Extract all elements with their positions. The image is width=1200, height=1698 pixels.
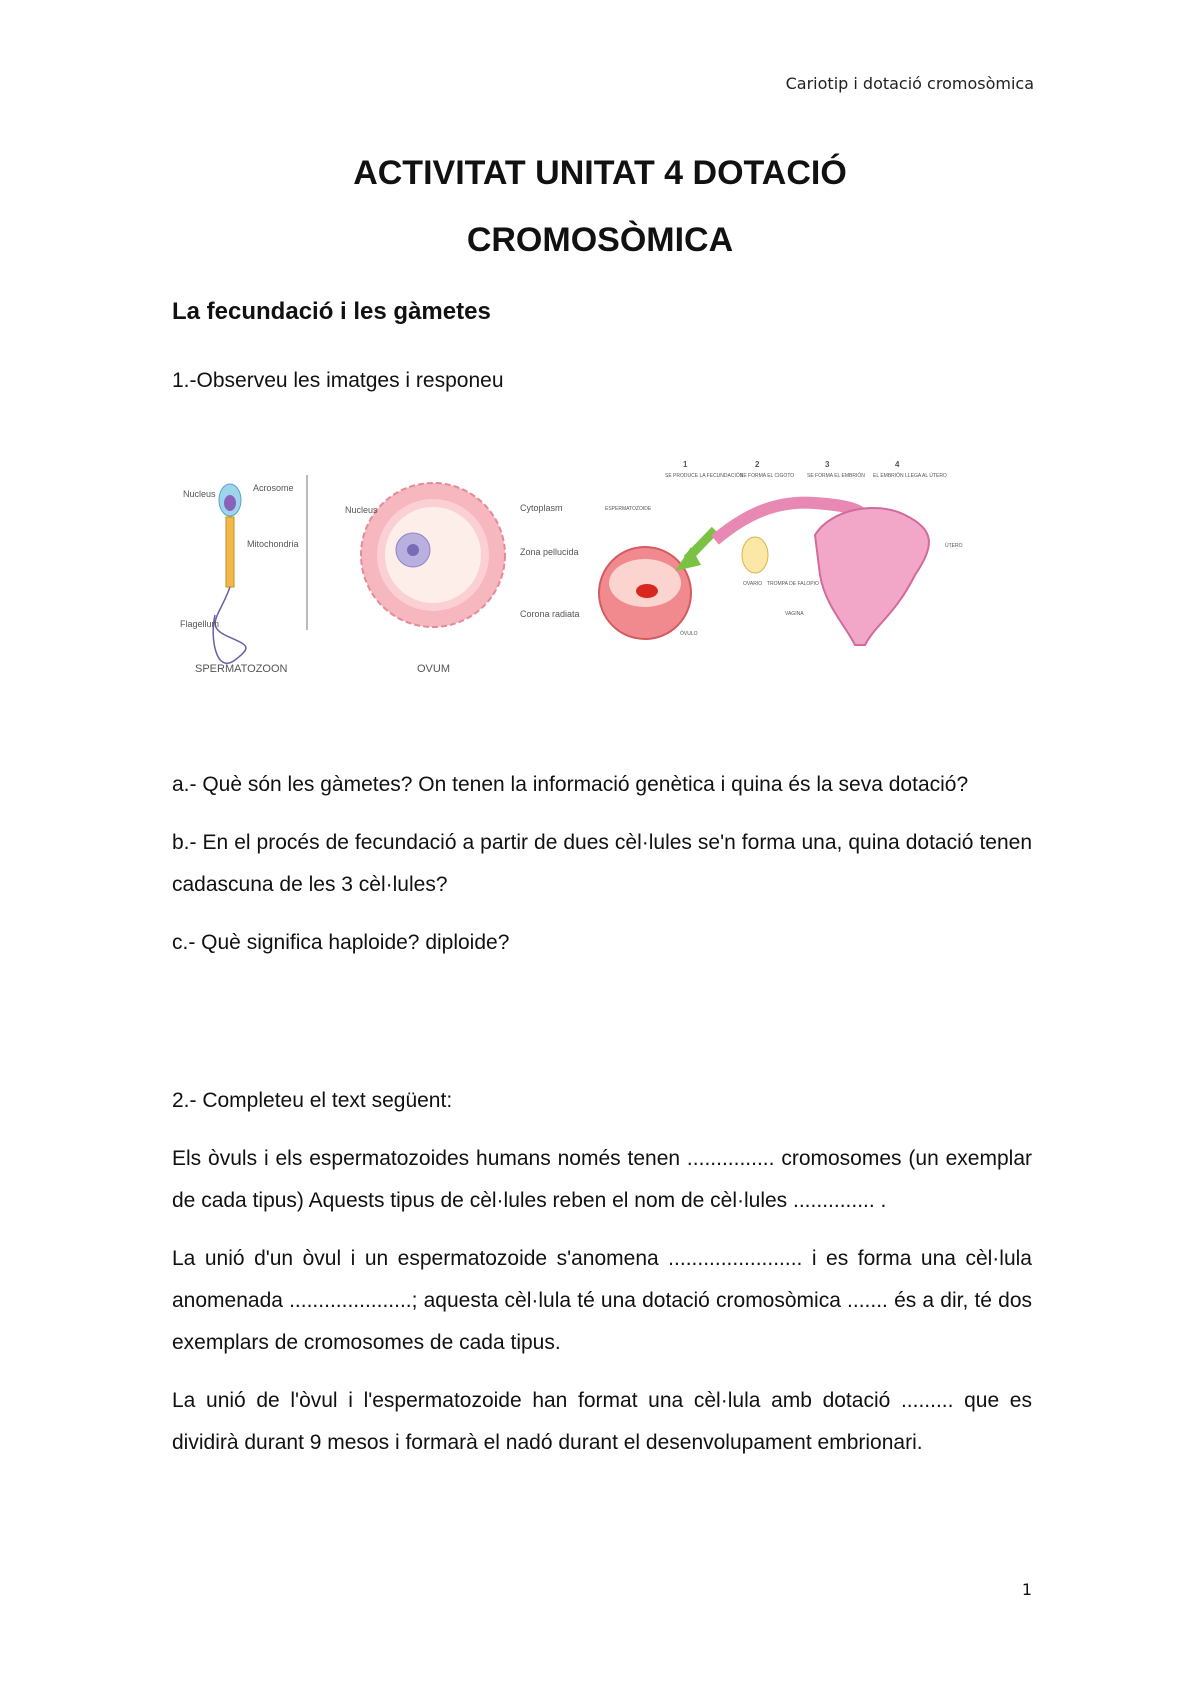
- step-number-1: 1: [683, 460, 688, 469]
- running-header: Cariotip i dotació cromosòmica: [785, 74, 1034, 93]
- uterus-label: ÚTERO: [945, 543, 963, 549]
- sperm-label-nucleus: Nucleus: [183, 489, 216, 499]
- ovum-label: ÓVULO: [680, 631, 698, 637]
- sperm-caption: SPERMATOZOON: [195, 663, 288, 675]
- sperm-label: ESPERMATOZOIDE: [605, 506, 652, 512]
- egg-cell-figure: [345, 483, 580, 675]
- question-c: c.- Què significa haploide? diploide?: [172, 931, 510, 954]
- page-title: [180, 140, 1020, 274]
- step-number-3: 3: [825, 460, 830, 469]
- ovary-label: OVARIO: [743, 581, 763, 587]
- egg-label-zona: Zona pellucida: [520, 547, 579, 557]
- exercise-2: [172, 1080, 1032, 1480]
- sperm-label-acrosome: Acrosome: [253, 483, 294, 493]
- egg-label-corona: Corona radiata: [520, 609, 580, 619]
- title-line-1: ACTIVITAT UNITAT 4 DOTACIÓ: [353, 154, 847, 192]
- page-number: 1: [1021, 1580, 1032, 1599]
- egg-caption: OVUM: [417, 663, 450, 675]
- sperm-cell-figure: [180, 475, 307, 675]
- step-label-1: SE PRODUCE LA FECUNDACIÓN: [665, 473, 744, 479]
- egg-label-cytoplasm: Cytoplasm: [520, 503, 563, 513]
- fill-in-paragraph-2: La unió d'un òvul i un espermatozoide s'anomena ....................... i es forma una cèl·lula anomenada .....................; aquesta cèl·lula té una dotació cromosòmica ....... és a dir, té dos exemplars de cromosomes de cada tipus.: [172, 1247, 1032, 1354]
- fill-in-paragraph-3: La unió de l'òvul i l'espermatozoide han format una cèl·lula amb dotació ......... que es dividirà durant 9 mesos i formarà el nadó durant el desenvolupament embrionari.: [172, 1389, 1032, 1454]
- figures-illustration: [175, 455, 1025, 685]
- step-number-4: 4: [895, 460, 900, 469]
- fertilization-figure: [599, 460, 963, 645]
- title-line-2: CROMOSÒMICA: [466, 221, 734, 259]
- tube-label: TROMPA DE FALOPIO: [767, 581, 819, 587]
- sperm-label-mitochondria: Mitochondria: [247, 539, 299, 549]
- exercise-1-questions: [172, 764, 1032, 980]
- step-label-4: EL EMBRIÓN LLEGA AL ÚTERO: [873, 473, 947, 479]
- sperm-label-flagellum: Flagellum: [180, 619, 220, 629]
- vagina-label: VAGINA: [785, 611, 804, 617]
- egg-label-nucleus: Nucleus: [345, 505, 378, 515]
- step-number-2: 2: [755, 460, 760, 469]
- fill-in-paragraph-1: Els òvuls i els espermatozoides humans només tenen ............... cromosomes (un exemplar de cada tipus) Aquests tipus de cèl·lules reben el nom de cèl·lules .............. .: [172, 1147, 1032, 1212]
- step-label-2: SE FORMA EL CIGOTO: [740, 473, 795, 479]
- step-label-3: SE FORMA EL EMBRIÓN: [807, 473, 865, 479]
- question-b: b.- En el procés de fecundació a partir de dues cèl·lules se'n forma una, quina dotació tenen cadascuna de les 3 cèl·lules?: [172, 831, 1032, 896]
- section-heading: La fecundació i les gàmetes: [172, 298, 491, 325]
- exercise-1-prompt: 1.-Observeu les imatges i responeu: [172, 369, 504, 392]
- exercise-2-prompt: 2.- Completeu el text següent:: [172, 1089, 453, 1112]
- question-a: a.- Què són les gàmetes? On tenen la informació genètica i quina és la seva dotació?: [172, 773, 969, 796]
